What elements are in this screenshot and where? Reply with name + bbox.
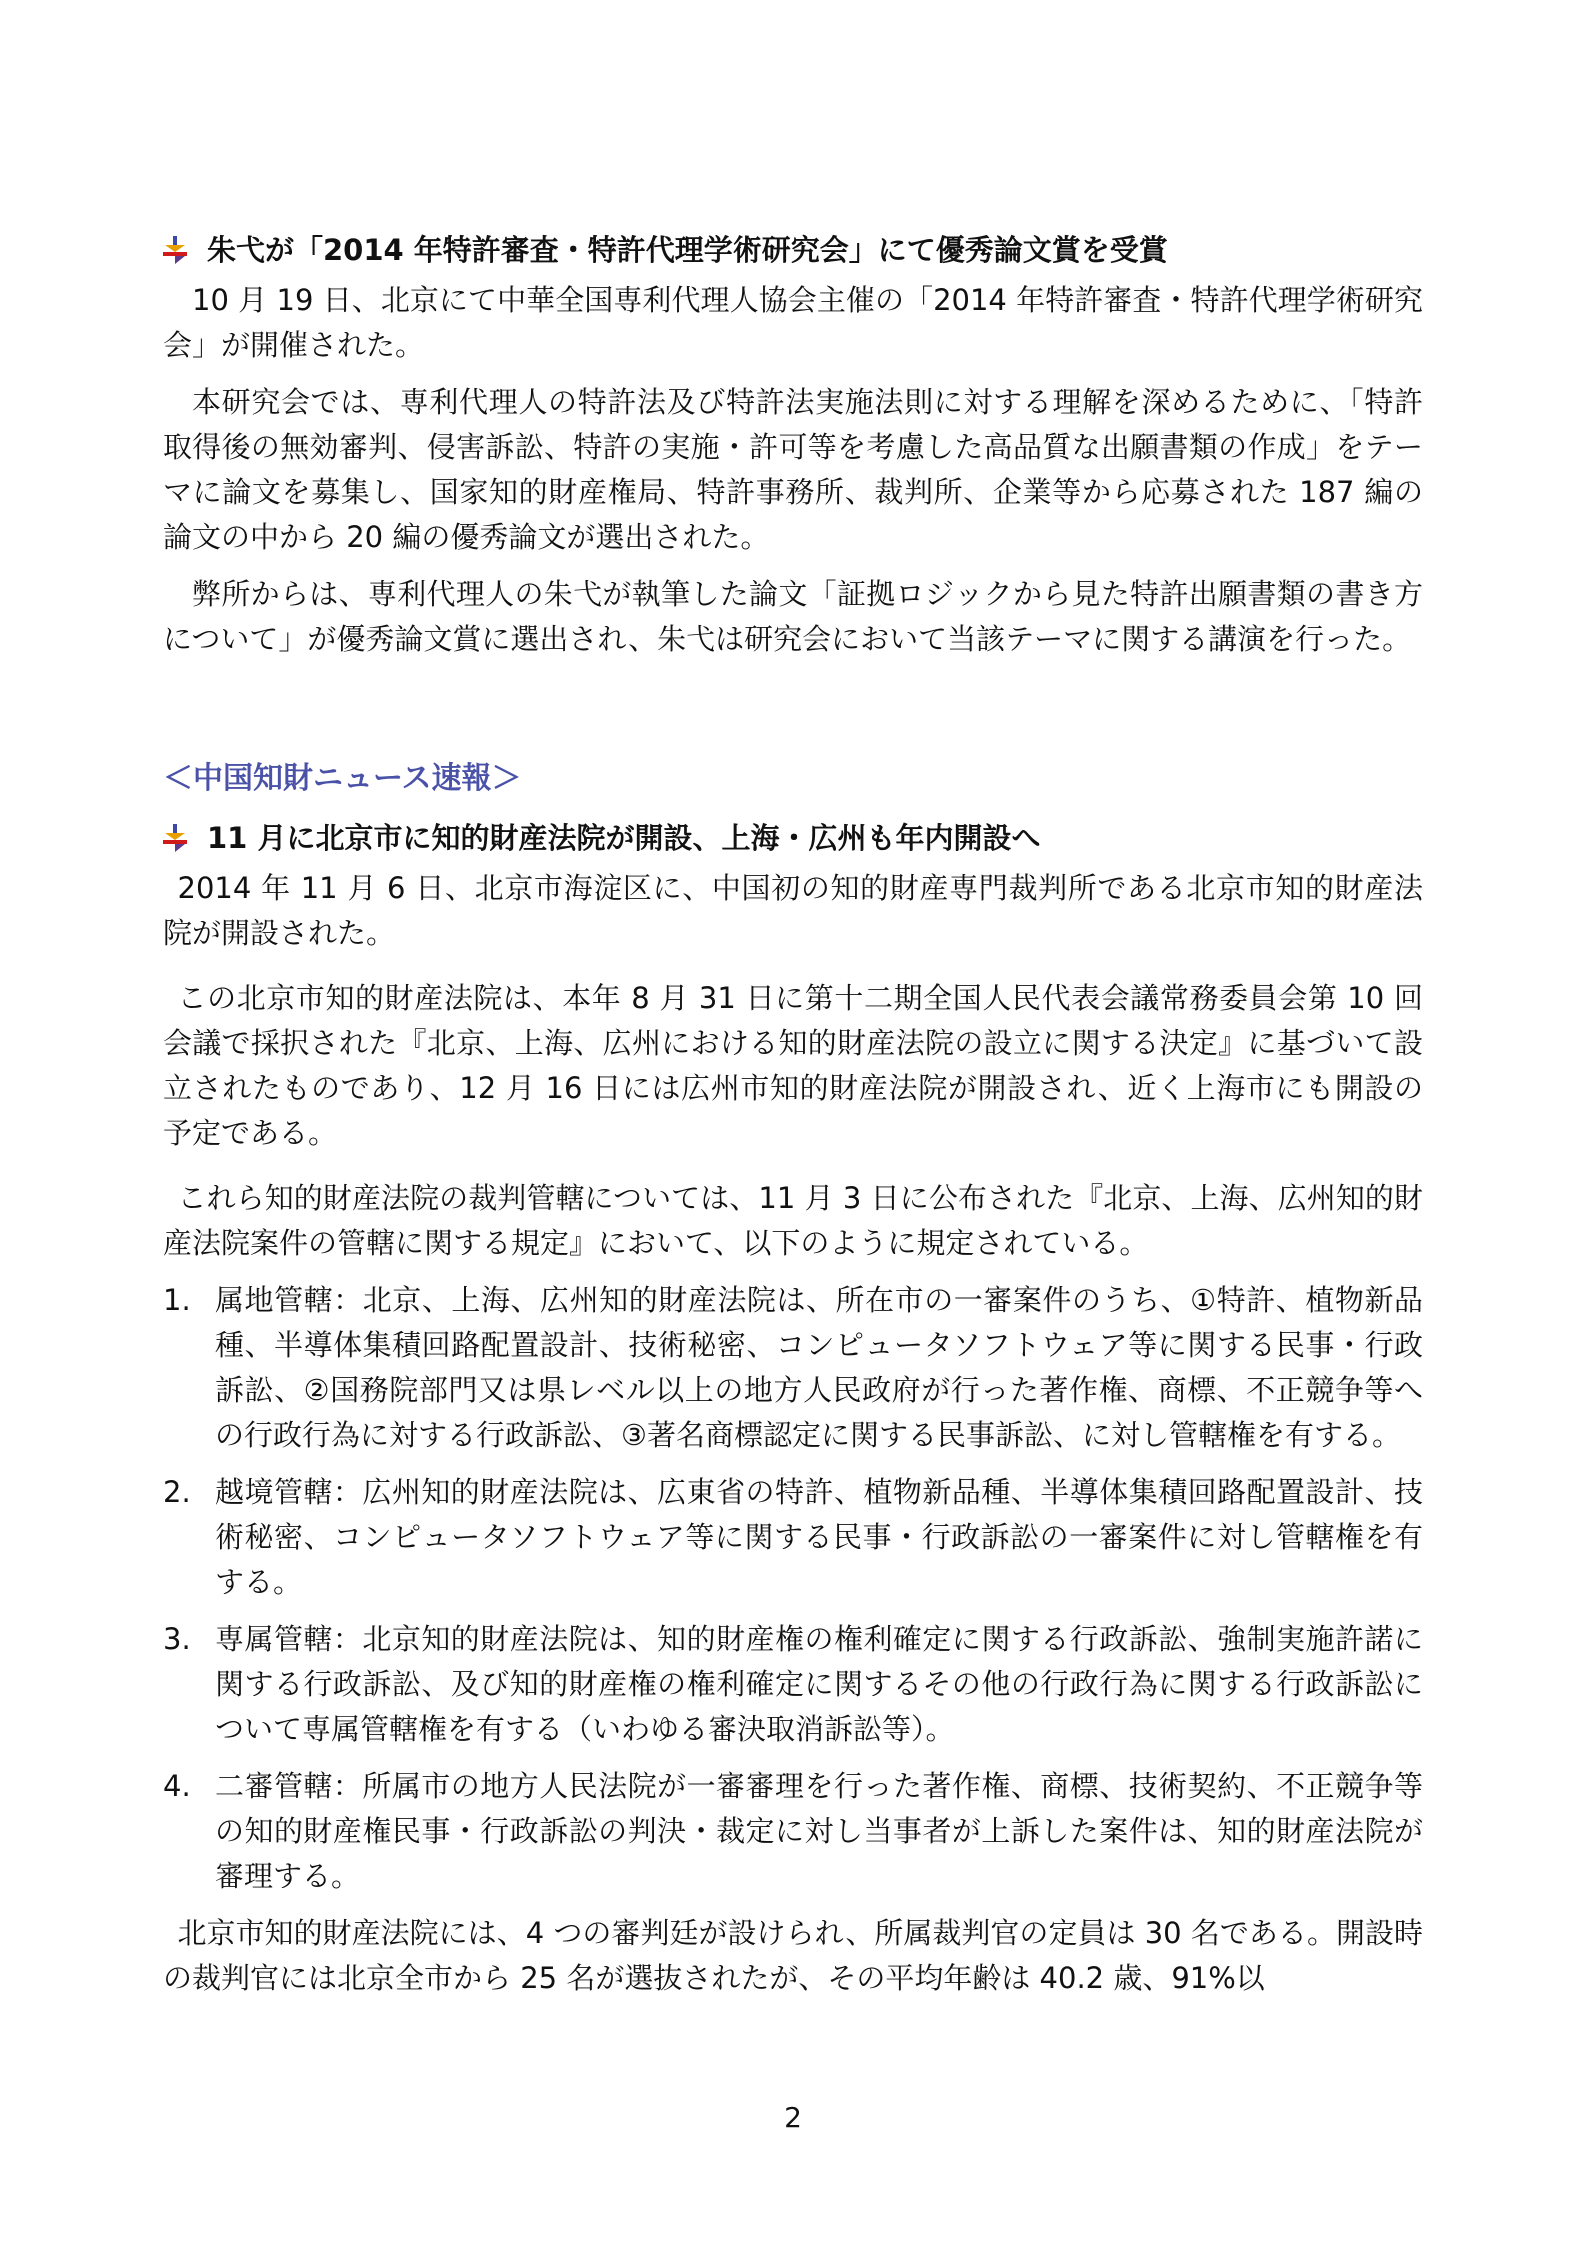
article1-paragraph: 弊所からは、専利代理人の朱弋が執筆した論文「証拠ロジックから見た特許出願書類の書き方について」が優秀論文賞に選出され、朱弋は研究会において当該テーマに関する講演を行った。	[163, 577, 1423, 656]
article2-heading-text: 11 月に北京市に知的財産法院が開設、上海・広州も年内開設へ	[207, 821, 1041, 855]
document-page	[163, 230, 1423, 2013]
article1-heading-text: 朱弋が「2014 年特許審査・特許代理学術研究会」にて優秀論文賞を受賞	[207, 233, 1168, 267]
article2-heading	[163, 818, 1423, 858]
article2-paragraph: これら知的財産法院の裁判管轄については、11 月 3 日に公布された『北京、上海、広州知的財産法院案件の管轄に関する規定』において、以下のように規定されている。	[163, 1181, 1423, 1260]
article1-paragraph: 本研究会では、専利代理人の特許法及び特許法実施法則に対する理解を深めるために、「特許取得後の無効審判、侵害訴訟、特許の実施・許可等を考慮した高品質な出願書類の作成」をテーマに論文を募集し、国家知的財産権局、特許事務所、裁判所、企業等から応募された 187 編の論文の中から 20 編の優秀論文が選出された。	[163, 385, 1423, 554]
list-item	[163, 1617, 1423, 1752]
article2-paragraph: この北京市知的財産法院は、本年 8 月 31 日に第十二期全国人民代表会議常務委員会第 10 回会議で採択された『北京、上海、広州における知的財産法院の設立に関する決定』に基づいて設立されたものであり、12 月 16 日には広州市知的財産法院が開設され、近く上海市にも開設の予定である。	[163, 981, 1423, 1150]
article2-closing-paragraph: 北京市知的財産法院には、4 つの審判廷が設けられ、所属裁判官の定員は 30 名である。開設時の裁判官には北京全市から 25 名が選抜されたが、その平均年齢は 40.2 歳、91%以	[163, 1916, 1423, 1995]
list-item-text: 専属管轄：北京知的財産法院は、知的財産権の権利確定に関する行政訴訟、強制実施許諾に関する行政訴訟、及び知的財産権の権利確定に関するその他の行政行為に関する行政訴訟について専属管轄権を有する（いわゆる審決取消訴訟等）。	[215, 1622, 1423, 1746]
article1-paragraph: 10 月 19 日、北京にて中華全国専利代理人協会主催の「2014 年特許審査・特許代理学術研究会」が開催された。	[163, 283, 1423, 362]
page-number: 2	[784, 2101, 802, 2134]
list-item-text: 越境管轄：広州知的財産法院は、広東省の特許、植物新品種、半導体集積回路配置設計、技術秘密、コンピュータソフトウェア等に関する民事・行政訴訟の一審案件に対し管轄権を有する。	[215, 1475, 1423, 1599]
list-item-number: 2.	[163, 1475, 191, 1509]
list-item-text: 二審管轄：所属市の地方人民法院が一審審理を行った著作権、商標、技術契約、不正競争等の知的財産権民事・行政訴訟の判決・裁定に対し当事者が上訴した案件は、知的財産法院が審理する。	[215, 1769, 1423, 1893]
arrow-bullet-icon	[163, 824, 187, 852]
list-item-number: 4.	[163, 1769, 191, 1803]
arrow-bullet-icon	[163, 236, 187, 264]
list-item-number: 3.	[163, 1622, 191, 1656]
section-title: ＜中国知財ニュース速報＞	[163, 761, 522, 796]
list-item	[163, 1278, 1423, 1458]
list-item-text: 属地管轄：北京、上海、広州知的財産法院は、所在市の一審案件のうち、①特許、植物新品種、半導体集積回路配置設計、技術秘密、コンピュータソフトウェア等に関する民事・行政訴訟、②国務院部門又は県レベル以上の地方人民政府が行った著作権、商標、不正競争等への行政行為に対する行政訴訟、③著名商標認定に関する民事訴訟、に対し管轄権を有する。	[215, 1283, 1423, 1452]
list-item-number: 1.	[163, 1283, 191, 1317]
list-item	[163, 1764, 1423, 1899]
article2-paragraph: 2014 年 11 月 6 日、北京市海淀区に、中国初の知的財産専門裁判所である北京市知的財産法院が開設された。	[163, 871, 1423, 950]
jurisdiction-list	[163, 1278, 1423, 1899]
list-item	[163, 1470, 1423, 1605]
article1-heading	[163, 230, 1423, 270]
